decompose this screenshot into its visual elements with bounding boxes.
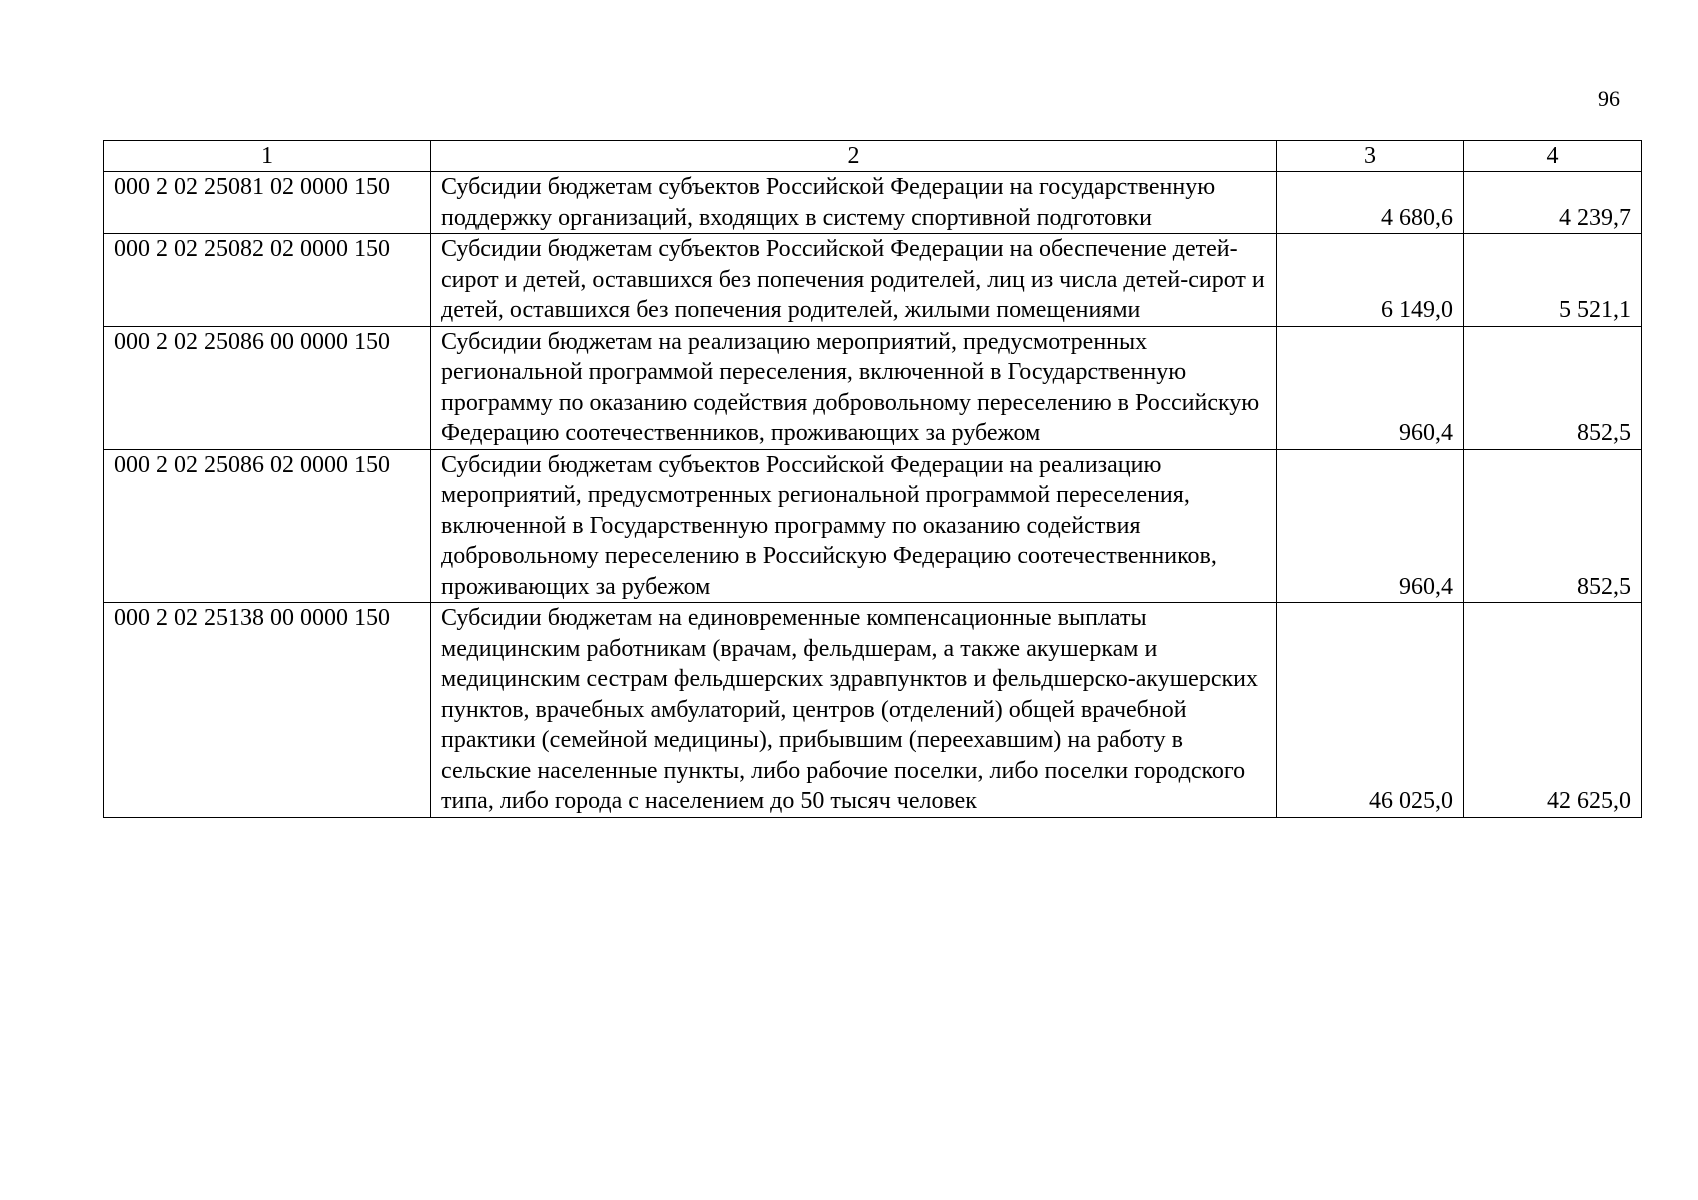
row-code: 000 2 02 25086 00 0000 150 <box>104 326 431 449</box>
header-col-3: 3 <box>1277 141 1464 172</box>
row-description: Субсидии бюджетам субъектов Российской Федерации на государственную поддержку организаций, входящих в систему спортивной подготовки <box>431 172 1277 234</box>
table-row <box>104 603 1642 818</box>
row-value-col3: 46 025,0 <box>1277 603 1464 818</box>
row-value-col4: 852,5 <box>1464 449 1642 603</box>
row-value-col4: 42 625,0 <box>1464 603 1642 818</box>
row-code: 000 2 02 25082 02 0000 150 <box>104 234 431 327</box>
row-value-col3: 6 149,0 <box>1277 234 1464 327</box>
row-value-col3: 960,4 <box>1277 326 1464 449</box>
row-value-col3: 4 680,6 <box>1277 172 1464 234</box>
row-description: Субсидии бюджетам субъектов Российской Федерации на обеспечение детей-сирот и детей, оставшихся без попечения родителей, лиц из числа детей-сирот и детей, оставшихся без попечения родителей, жилыми помещениями <box>431 234 1277 327</box>
row-description: Субсидии бюджетам на реализацию мероприятий, предусмотренных региональной программой переселения, включенной в Государственную программу по оказанию содействия добровольному переселению в Российскую Федерацию соотечественников, проживающих за рубежом <box>431 326 1277 449</box>
table-row <box>104 449 1642 603</box>
row-value-col3: 960,4 <box>1277 449 1464 603</box>
table-header-row <box>104 141 1642 172</box>
row-value-col4: 852,5 <box>1464 326 1642 449</box>
row-description: Субсидии бюджетам субъектов Российской Федерации на реализацию мероприятий, предусмотренных региональной программой переселения, включенной в Государственную программу по оказанию содействия добровольному переселению в Российскую Федерацию соотечественников, проживающих за рубежом <box>431 449 1277 603</box>
table-row <box>104 234 1642 327</box>
row-description: Субсидии бюджетам на единовременные компенсационные выплаты медицинским работникам (врачам, фельдшерам, а также акушеркам и медицинским сестрам фельдшерских здравпунктов и фельдшерско-акушерских пунктов, врачебных амбулаторий, центров (отделений) общей врачебной практики (семейной медицины), прибывшим (переехавшим) на работу в сельские населенные пункты, либо рабочие поселки, либо поселки городского типа, либо города с населением до 50 тысяч человек <box>431 603 1277 818</box>
row-code: 000 2 02 25086 02 0000 150 <box>104 449 431 603</box>
budget-table <box>103 140 1642 818</box>
table-row <box>104 172 1642 234</box>
header-col-4: 4 <box>1464 141 1642 172</box>
row-value-col4: 5 521,1 <box>1464 234 1642 327</box>
page-number: 96 <box>1598 86 1620 111</box>
row-code: 000 2 02 25081 02 0000 150 <box>104 172 431 234</box>
header-col-2: 2 <box>431 141 1277 172</box>
row-code: 000 2 02 25138 00 0000 150 <box>104 603 431 818</box>
row-value-col4: 4 239,7 <box>1464 172 1642 234</box>
table-row <box>104 326 1642 449</box>
header-col-1: 1 <box>104 141 431 172</box>
